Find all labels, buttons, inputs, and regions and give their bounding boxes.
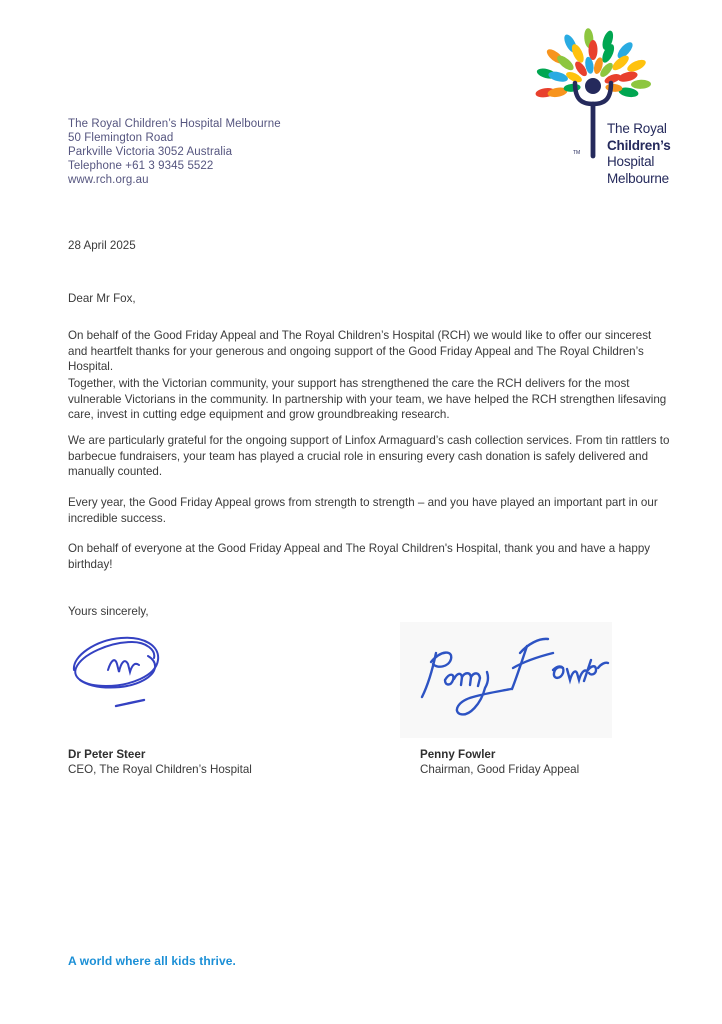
letter-closing: Yours sincerely,: [68, 605, 149, 618]
letter-paragraph: Together, with the Victorian community, your support has strengthened the care the RCH delivers for the most vulnerable Victorians in the community. In partnership with your team, we have helped the RCH strengthen lifesaving care, invest in cutting edge equipment and grow groundbreaking research.: [68, 377, 667, 421]
address-line-website: www.rch.org.au: [68, 174, 149, 186]
logo-line-2: Children’s: [607, 137, 671, 153]
address-line-org: The Royal Children’s Hospital Melbourne: [68, 118, 281, 130]
letter-paragraph: We are particularly grateful for the ongoing support of Linfox Armaguard’s cash collection services. From tin rattlers to barbecue fundraisers, your team has played a crucial role in ensuring every cash donation is safely delivered and manually counted.: [68, 434, 670, 478]
logo-wordmark: [607, 121, 671, 187]
signoff-title: CEO, The Royal Children’s Hospital: [68, 763, 252, 776]
sender-address-block: [68, 117, 281, 187]
letter-paragraph: On behalf of everyone at the Good Friday Appeal and The Royal Children's Hospital, thank you and have a happy birthday!: [68, 542, 651, 571]
logo-line-4: Melbourne: [607, 170, 669, 186]
signoff-name: Dr Peter Steer: [68, 748, 146, 761]
signoff-peter-steer: [68, 747, 252, 777]
peter-steer-signature: [66, 628, 166, 720]
address-line-phone: Telephone +61 3 9345 5522: [68, 160, 214, 172]
letter-paragraph: Every year, the Good Friday Appeal grows from strength to strength – and you have played an important part in our incredible success.: [68, 496, 658, 525]
logo-line-3: Hospital: [607, 154, 655, 169]
letter-salutation: Dear Mr Fox,: [68, 292, 136, 305]
address-line-street: 50 Flemington Road: [68, 132, 174, 144]
address-line-city: Parkville Victoria 3052 Australia: [68, 146, 233, 158]
signoff-title: Chairman, Good Friday Appeal: [420, 763, 580, 776]
logo-person-figure: [575, 78, 611, 156]
logo-trademark: TM: [573, 150, 581, 156]
letter-paragraph: On behalf of the Good Friday Appeal and The Royal Children’s Hospital (RCH) we would like to offer our sincerest and heartfelt thanks for your generous and ongoing support of the Good Friday Appeal and The Royal Children’s Hospital.: [68, 329, 652, 373]
footer-tagline: A world where all kids thrive.: [68, 954, 236, 968]
signoff-penny-fowler: [420, 747, 579, 777]
signoff-name: Penny Fowler: [420, 748, 496, 761]
logo-line-1: The Royal: [607, 121, 667, 136]
letter-date: 28 April 2025: [68, 239, 136, 252]
penny-fowler-signature: [400, 622, 612, 738]
